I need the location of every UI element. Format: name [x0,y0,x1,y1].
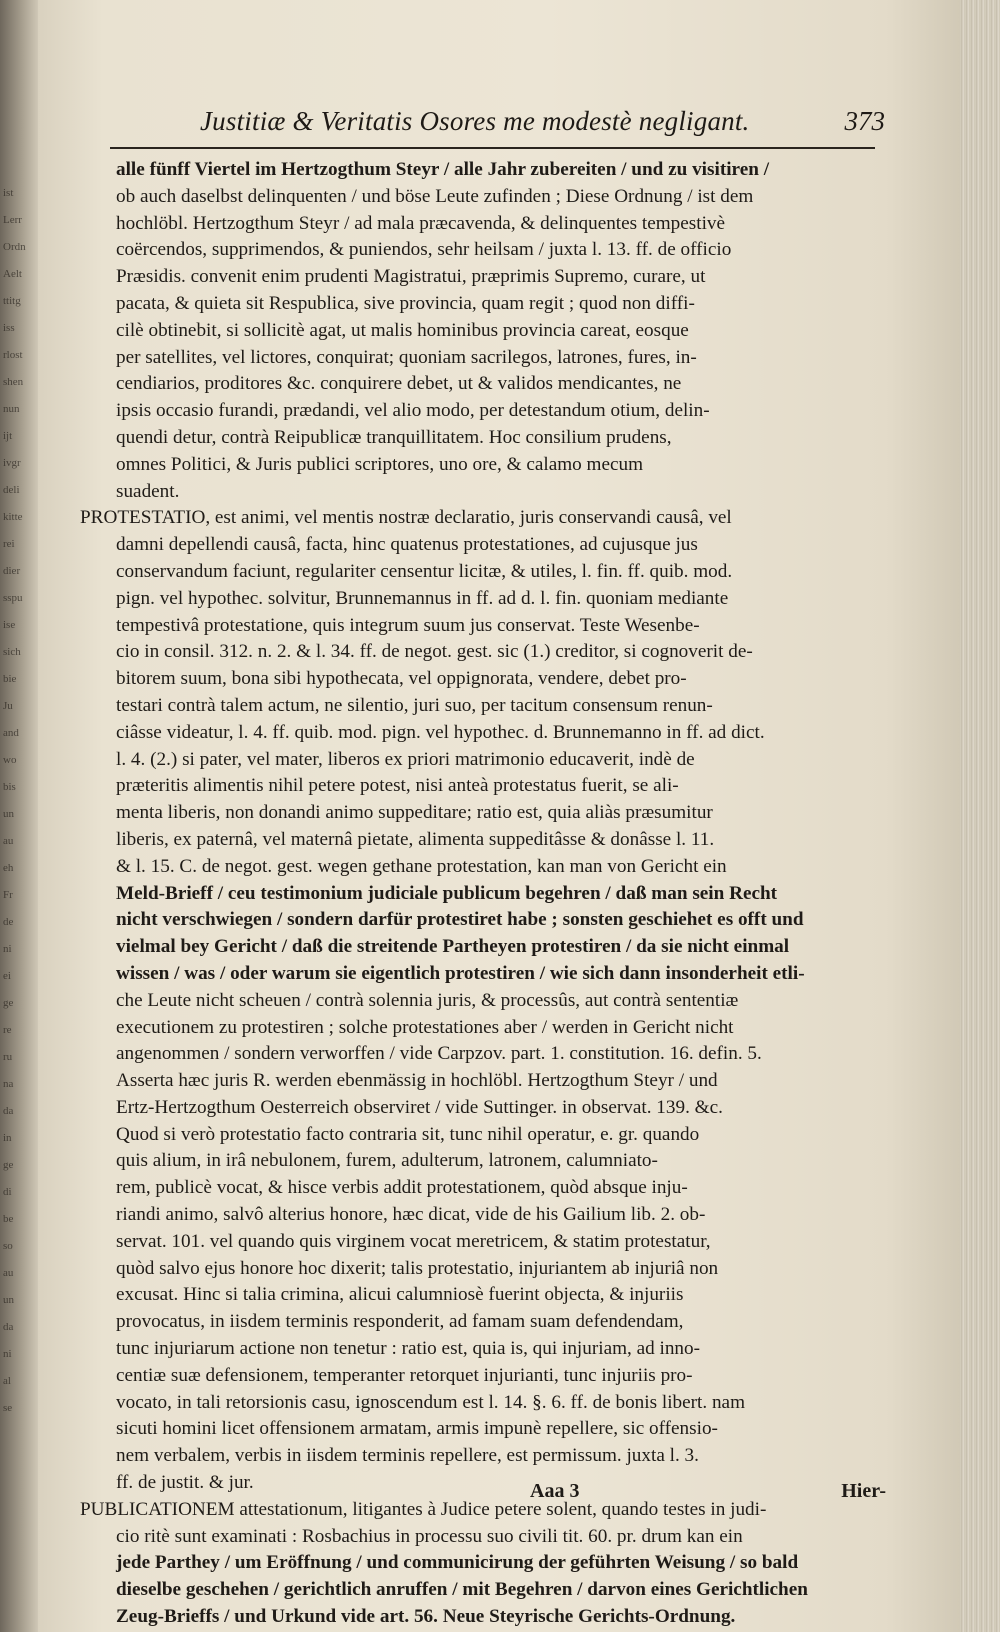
text-line: hochlöbl. Hertzogthum Steyr / ad mala præcavenda, & delinquentes tempestivè [116,212,726,234]
text-line: sicuti homini licet offensionem armatam, armis impunè repellere, sic offensio- [116,1418,718,1440]
signature-mark: Aaa 3 [530,1480,580,1502]
facing-page-gutter [0,0,38,1632]
text-line: cio in consil. 312. n. 2. & l. 34. ff. de negot. gest. sic (1.) creditor, si cognoverit de- [116,641,753,663]
page-stack-edge [960,0,1000,1632]
text-line: rem, publicè vocat, & hisce verbis addit protestationem, quòd absque inju- [116,1177,688,1199]
text-line: pign. vel hypothec. solvitur, Brunnemannus in ff. ad d. l. fin. quoniam mediante [116,587,729,609]
text-line: l. 4. (2.) si pater, vel mater, liberos ex priori matrimonio educaverit, indè de [116,748,695,770]
facing-page-text-fragment: ist Lerr Ordn Aelt ttitg iss rlost shen nun ijt ivgr deli kitte rei dier sspu ise sich bie Ju and wo bis un au eh Fr de ni ei ge re ru na da in ge di be so au un da ni al se [3,187,26,1414]
text-line: liberis, ex paternâ, vel maternâ pietate, alimenta suppeditâsse & donâsse l. 11. [116,828,715,850]
catchword: Hier- [841,1480,886,1502]
text-line: menta liberis, non donandi animo suppeditare; ratio est, quia aliàs præsumitur [116,802,713,824]
text-line: cio ritè sunt examinati : Rosbachius in processu suo civili tit. 60. pr. drum kan ein [116,1525,743,1547]
text-line: ob auch daselbst delinquenten / und böse Leute zufinden ; Diese Ordnung / ist dem [116,185,754,207]
text-line: cendiarios, proditores &c. conquirere debet, ut & validos mendicantes, ne [116,373,682,395]
text-line: quis alium, in irâ nebulonem, furem, adulterum, latronem, calumniato- [116,1150,658,1172]
text-line: quòd salvo ejus honore hoc dixerit; talis protestatio, injuriantem ab injuriâ non [116,1257,719,1279]
text-line: per satellites, vel lictores, conquirat; quoniam sacrilegos, latrones, fures, in- [116,346,697,368]
text-line: ciâsse videatur, l. 4. ff. quib. mod. pign. vel hypothec. d. Brunnemanno in ff. ad dict. [116,721,765,743]
running-title: Justitiæ & Veritatis Osores me modestè negligant. [200,106,750,136]
text-line: Quod si verò protestatio facto contraria sit, tunc nihil operatur, e. gr. quando [116,1123,700,1145]
body-text [80,157,886,1631]
text-line: che Leute nicht scheuen / contrà solennia juris, & processûs, aut contrà sententiæ [116,989,739,1011]
page-number: 373 [844,106,885,136]
text-line: nicht verschwiegen / sondern darfür protestiret habe ; sonsten geschiehet es offt und [116,909,804,931]
text-line: excusat. Hinc si talia crimina, alicui calumniosè fuerint objecta, & injuriis [116,1284,684,1306]
text-line: & l. 15. C. de negot. gest. wegen gethane protestation, kan man von Gericht ein [116,855,727,877]
text-line: omnes Politici, & Juris publici scriptores, uno ore, & calamo mecum [116,453,644,475]
text-line: wissen / was / oder warum sie eigentlich protestiren / wie sich dann insonderheit etli- [116,962,805,984]
text-line: Zeug-Brieffs / und Urkund vide art. 56. Neue Steyrische Gerichts-Ordnung. [116,1606,736,1628]
text-line: vocato, in tali retorsionis casu, ignoscendum est l. 14. §. 6. ff. de bonis libert. nam [116,1391,745,1413]
text-line: tunc injuriarum actione non tenetur : ratio est, quia is, qui injuriam, ad inno- [116,1338,701,1360]
text-line: PUBLICATIONEM attestationum, litigantes à Judice petere solent, quando testes in judi- [80,1498,767,1520]
text-line: damni depellendi causâ, facta, hinc quatenus protestationes, ad cujusque jus [116,534,698,556]
text-line: conservandum faciunt, regulariter censentur licitæ, & utiles, l. fin. ff. quib. mod. [116,560,733,582]
header-rule [110,147,875,149]
text-line: vielmal bey Gericht / daß die streitende Partheyen protestiren / da sie nicht einmal [116,936,790,958]
page-header [200,106,885,146]
text-line: pacata, & quieta sit Respublica, sive provincia, quam regit ; quod non diffi- [116,292,695,314]
text-line: Asserta hæc juris R. werden ebenmässig in hochlöbl. Hertzogthum Steyr / und [116,1070,718,1092]
text-line: bitorem suum, bona sibi hypothecata, vel oppignorata, vendere, debet pro- [116,668,687,690]
text-line: executionem zu protestiren ; solche protestationes aber / werden in Gericht nicht [116,1016,734,1038]
text-line: angenommen / sondern verworffen / vide Carpzov. part. 1. constitution. 16. defin. 5. [116,1043,762,1065]
text-line: ff. de justit. & jur. [116,1472,254,1494]
text-line: provocatus, in iisdem terminis responderit, ad famam suam defendendam, [116,1311,684,1333]
text-line: alle fünff Viertel im Hertzogthum Steyr / alle Jahr zubereiten / und zu visitiren / [116,159,770,180]
text-line: centiæ suæ defensionem, temperanter retorquet injurianti, tunc injuriis pro- [116,1364,693,1386]
text-line: cilè obtinebit, si sollicitè agat, ut malis hominibus provincia careat, eosque [116,319,689,341]
text-line: jede Parthey / um Eröffnung / und communicirung der geführten Weisung / so bald [116,1552,799,1574]
text-line: Ertz-Hertzogthum Oesterreich observiret / vide Suttinger. in observat. 139. &c. [116,1096,723,1118]
text-line: nem verbalem, verbis in iisdem terminis repellere, est permissum. juxta l. 3. [116,1445,699,1467]
text-line: servat. 101. vel quando quis virginem vocat meretricem, & statim protestatur, [116,1230,711,1252]
text-line: riandi animo, salvô alterius honore, hæc dicat, vide de his Gailium lib. 2. ob- [116,1204,706,1226]
text-line: coërcendos, supprimendos, & puniendos, sehr heilsam / juxta l. 13. ff. de officio [116,239,732,261]
text-line: Meld-Brieff / ceu testimonium judiciale publicum begehren / daß man sein Recht [116,882,778,904]
text-line: dieselbe geschehen / gerichtlich anruffen / mit Begehren / darvon eines Gerichtlichen [116,1579,808,1601]
page-footer [80,1480,886,1510]
text-line: quendi detur, contrà Reipublicæ tranquillitatem. Hoc consilium prudens, [116,426,672,448]
text-line: suadent. [116,480,180,502]
text-line: tempestivâ protestatione, quis integrum suum jus conservat. Teste Wesenbe- [116,614,700,636]
text-line: ipsis occasio furandi, prædandi, vel alio modo, per detestandum otium, delin- [116,400,710,422]
text-line: testari contrà talem actum, ne silentio, juri suo, per tacitum consensum renun- [116,694,713,716]
text-line: præteritis alimentis nihil petere potest, nisi anteà protestatus fuerit, se ali- [116,775,679,797]
text-line: Præsidis. convenit enim prudenti Magistratui, præprimis Supremo, curare, ut [116,266,706,288]
text-line: PROTESTATIO, est animi, vel mentis nostræ declaratio, juris conservandi causâ, vel [80,507,732,529]
